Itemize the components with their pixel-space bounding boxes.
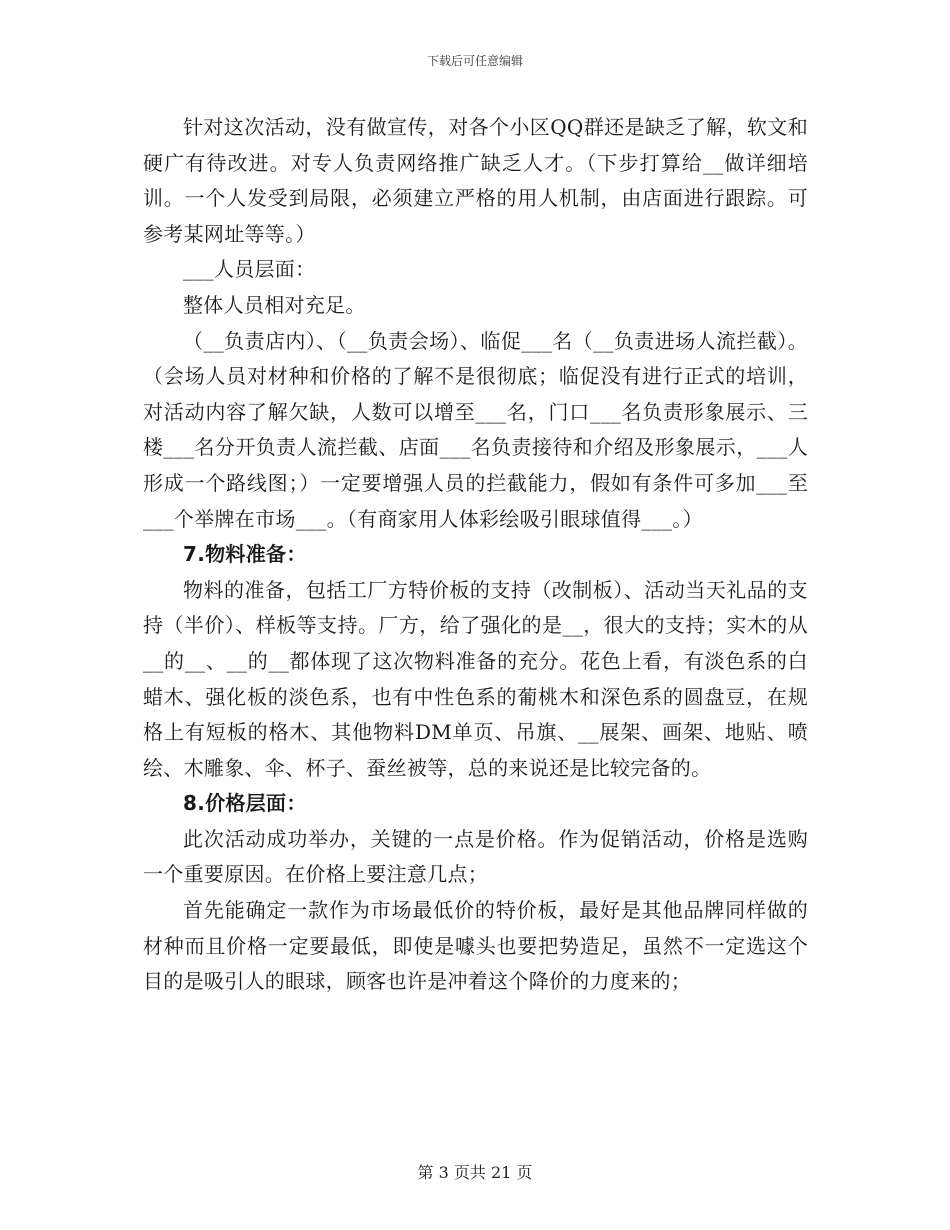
paragraph-staff-summary: 整体人员相对充足。: [183, 292, 366, 317]
document-body: [143, 110, 808, 1000]
paragraph-staff-heading: ___人员层面：: [183, 257, 316, 282]
section-heading-pricing: 8.价格层面：: [183, 791, 307, 816]
page-footer: 第 3 页共 21 页: [417, 1163, 533, 1182]
paragraph-materials: 物料的准备，包括工厂方特价板的支持（改制板）、活动当天礼品的支持（半价）、样板等支持。厂方，给了强化的是__，很大的支持；实木的从__的__、__的__都体现了这次物料准备的充分。花色上看，有淡色系的白蜡木、强化板的淡色系，也有中性色系的葡桃木和深色系的圆盘豆，在规格上有短板的格木、其他物料DM单页、吊旗、__展架、画架、地贴、喷绘、木雕象、伞、杯子、蚕丝被等，总的来说还是比较完备的。: [143, 577, 808, 780]
paragraph-promotion-review: 针对这次活动，没有做宣传，对各个小区QQ群还是缺乏了解，软文和硬广有待改进。对专人负责网络推广缺乏人才。（下步打算给__做详细培训。一个人发受到局限，必须建立严格的用人机制，由店面进行跟踪。可参考某网址等等。）: [143, 115, 808, 246]
section-heading-materials: 7.物料准备：: [183, 542, 307, 567]
paragraph-staff-details: （__负责店内）、（__负责会场）、临促___名（__负责进场人流拦截）。（会场人员对材种和价格的了解不是很彻底；临促没有进行正式的培训，对活动内容了解欠缺，人数可以增至___名，门口___名负责形象展示、三楼___名分开负责人流拦截、店面___名负责接待和介绍及形象展示，___人形成一个路线图；）一定要增强人员的拦截能力，假如有条件可多加___至___个举牌在市场___。（有商家用人体彩绘吸引眼球值得___。）: [143, 328, 808, 531]
paragraph-pricing-detail: 首先能确定一款作为市场最低价的特价板，最好是其他品牌同样做的材种而且价格一定要最低，即使是噱头也要把势造足，虽然不一定选这个目的是吸引人的眼球，顾客也许是冲着这个降价的力度来的；: [143, 898, 808, 994]
paragraph-pricing-intro: 此次活动成功举办，关键的一点是价格。作为促销活动，价格是选购一个重要原因。在价格上要注意几点；: [143, 826, 808, 887]
page-header: 下载后可任意编辑: [426, 54, 523, 68]
